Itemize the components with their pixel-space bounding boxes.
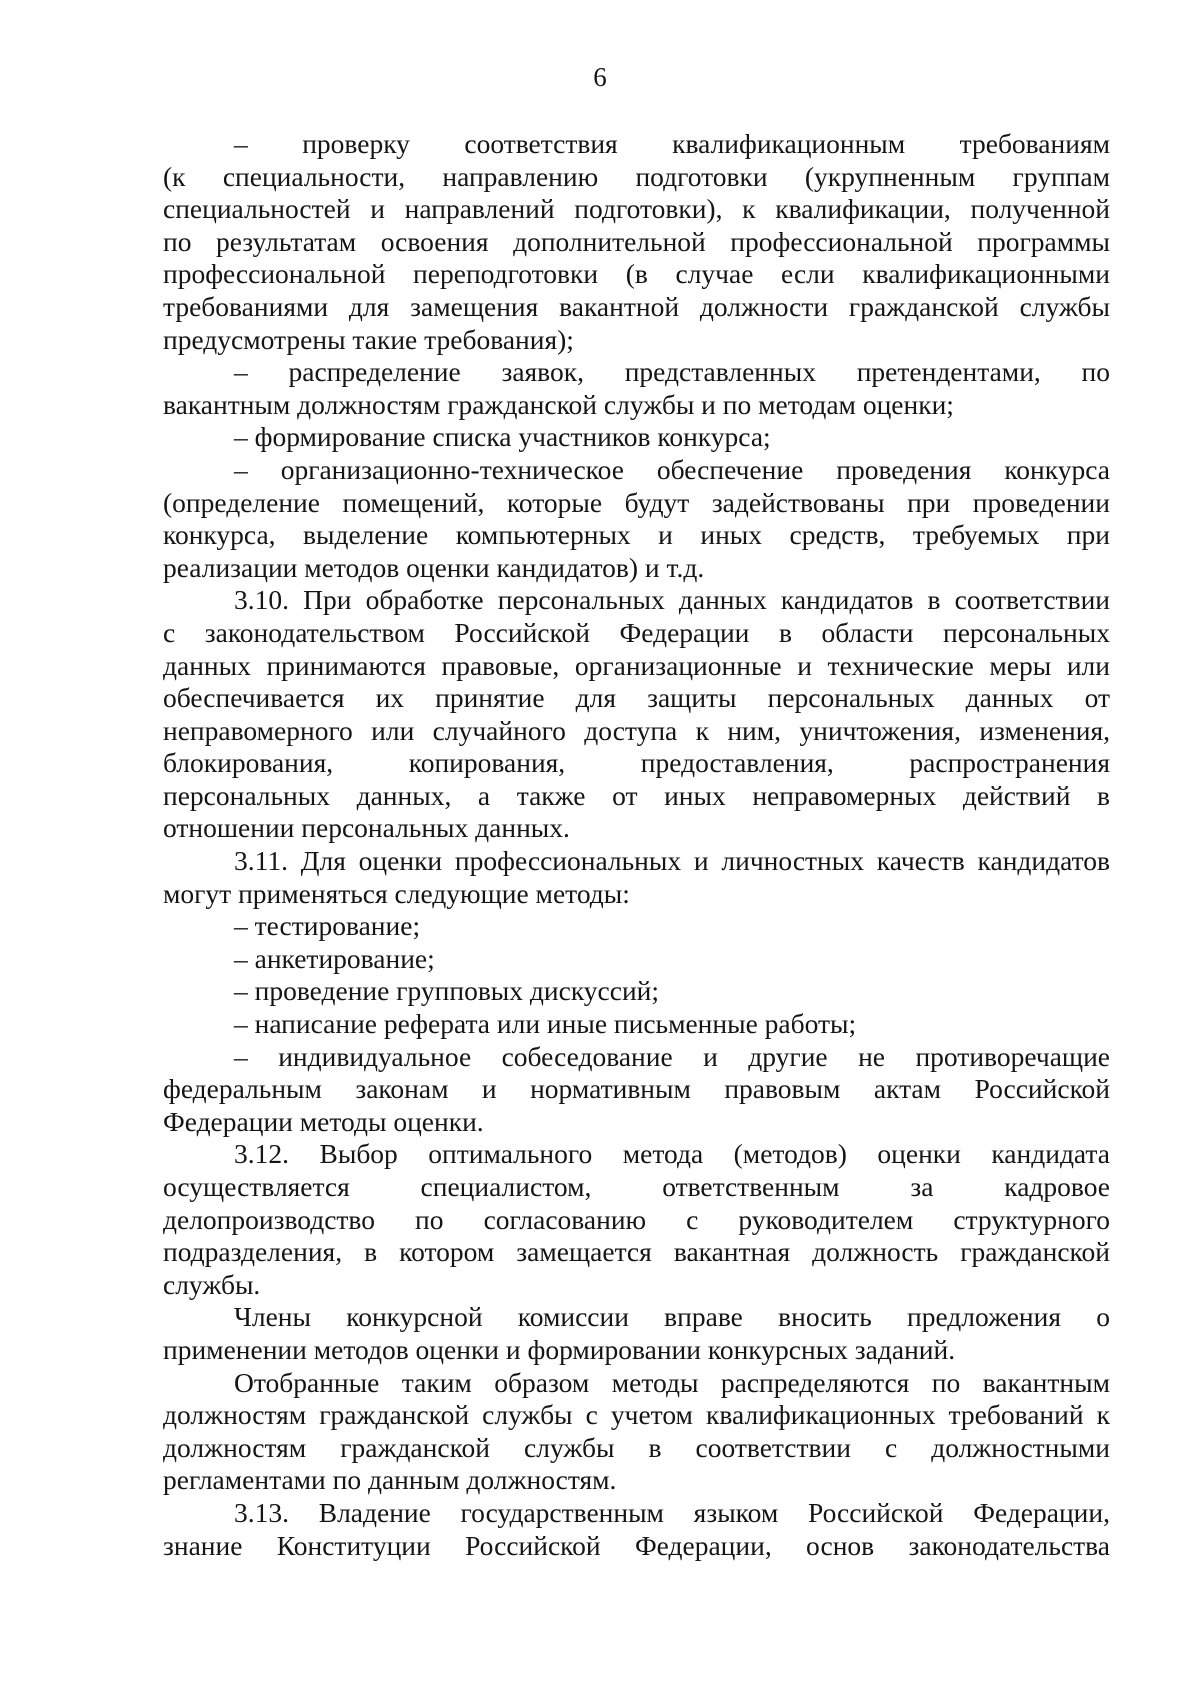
text-line: обеспечивается их принятие для защиты персональных данных от <box>163 682 1110 714</box>
page-number: 6 <box>593 62 607 92</box>
text-line: блокирования, копирования, предоставления, распространения <box>163 747 1110 779</box>
text-line: неправомерного или случайного доступа к ним, уничтожения, изменения, <box>163 714 1110 746</box>
text-line: (к специальности, направлению подготовки (укрупненным группам <box>163 160 1110 192</box>
text-line: 3.11. Для оценки профессиональных и личностных качеств кандидатов <box>234 845 1110 877</box>
text-line: специальностей и направлений подготовки), к квалификации, полученной <box>163 193 1110 225</box>
text-line: предусмотрены такие требования); <box>163 323 574 355</box>
text-line: 3.12. Выбор оптимального метода (методов) оценки кандидата <box>234 1138 1110 1170</box>
text-line: применении методов оценки и формировании конкурсных заданий. <box>163 1333 956 1365</box>
text-line: профессиональной переподготовки (в случае если квалификационными <box>163 258 1110 290</box>
text-line: требованиями для замещения вакантной должности гражданской службы <box>163 290 1110 322</box>
text-line: могут применяться следующие методы: <box>163 877 630 909</box>
text-line: реализации методов оценки кандидатов) и т.д. <box>163 551 705 583</box>
text-line: – формирование списка участников конкурса; <box>234 421 771 453</box>
text-line: осуществляется специалистом, ответственным за кадровое <box>163 1171 1110 1202</box>
text-line: регламентами по данным должностям. <box>163 1464 617 1496</box>
text-line: вакантным должностям гражданской службы и по методам оценки; <box>163 388 954 420</box>
text-line: службы. <box>163 1268 261 1300</box>
text-line: конкурса, выделение компьютерных и иных средств, требуемых при <box>163 519 1110 551</box>
text-line: Отобранные таким образом методы распределяются по вакантным <box>234 1366 1110 1398</box>
list-item: – написание реферата или иные письменные работы; <box>234 1008 857 1040</box>
text-line: делопроизводство по согласованию с руководителем структурного <box>163 1203 1110 1235</box>
text-line: данных принимаются правовые, организационные и технические меры или <box>163 649 1110 681</box>
text-line: Федерации методы оценки. <box>163 1105 484 1137</box>
text-line: по результатам освоения дополнительной профессиональной программы <box>163 225 1110 257</box>
list-item: – индивидуальное собеседование и другие не противоречащие <box>234 1040 1110 1072</box>
text-line: федеральным законам и нормативным правовым актам Российской <box>163 1073 1110 1105</box>
text-line: подразделения, в котором замещается вакантная должность гражданской <box>163 1236 1110 1268</box>
list-item: – проведение групповых дискуссий; <box>234 975 660 1007</box>
text-line: (определение помещений, которые будут задействованы при проведении <box>163 486 1110 518</box>
text-line: 3.13. Владение государственным языком Российской Федерации, <box>234 1496 1110 1528</box>
text-line: отношении персональных данных. <box>163 812 570 844</box>
text-line: Члены конкурсной комиссии вправе вносить предложения о <box>234 1301 1110 1333</box>
text-line: должностям гражданской службы с учетом квалификационных требований к <box>163 1399 1110 1431</box>
text-line: 3.10. При обработке персональных данных кандидатов в соответствии <box>234 584 1110 616</box>
text-line: знание Конституции Российской Федерации, основ законодательства <box>163 1529 1110 1561</box>
list-item: – анкетирование; <box>234 942 435 974</box>
text-line: – организационно-техническое обеспечение проведения конкурса <box>234 453 1110 485</box>
list-item: – тестирование; <box>234 910 421 942</box>
text-line: персональных данных, а также от иных неправомерных действий в <box>163 779 1110 811</box>
text-line: с законодательством Российской Федерации в области персональных <box>163 616 1110 648</box>
text-line: – проверку соответствия квалификационным требованиям <box>234 128 1110 159</box>
text-line: – распределение заявок, представленных претендентами, по <box>234 356 1110 388</box>
text-line: должностям гражданской службы в соответствии с должностными <box>163 1431 1110 1463</box>
document-body <box>163 128 1110 1562</box>
